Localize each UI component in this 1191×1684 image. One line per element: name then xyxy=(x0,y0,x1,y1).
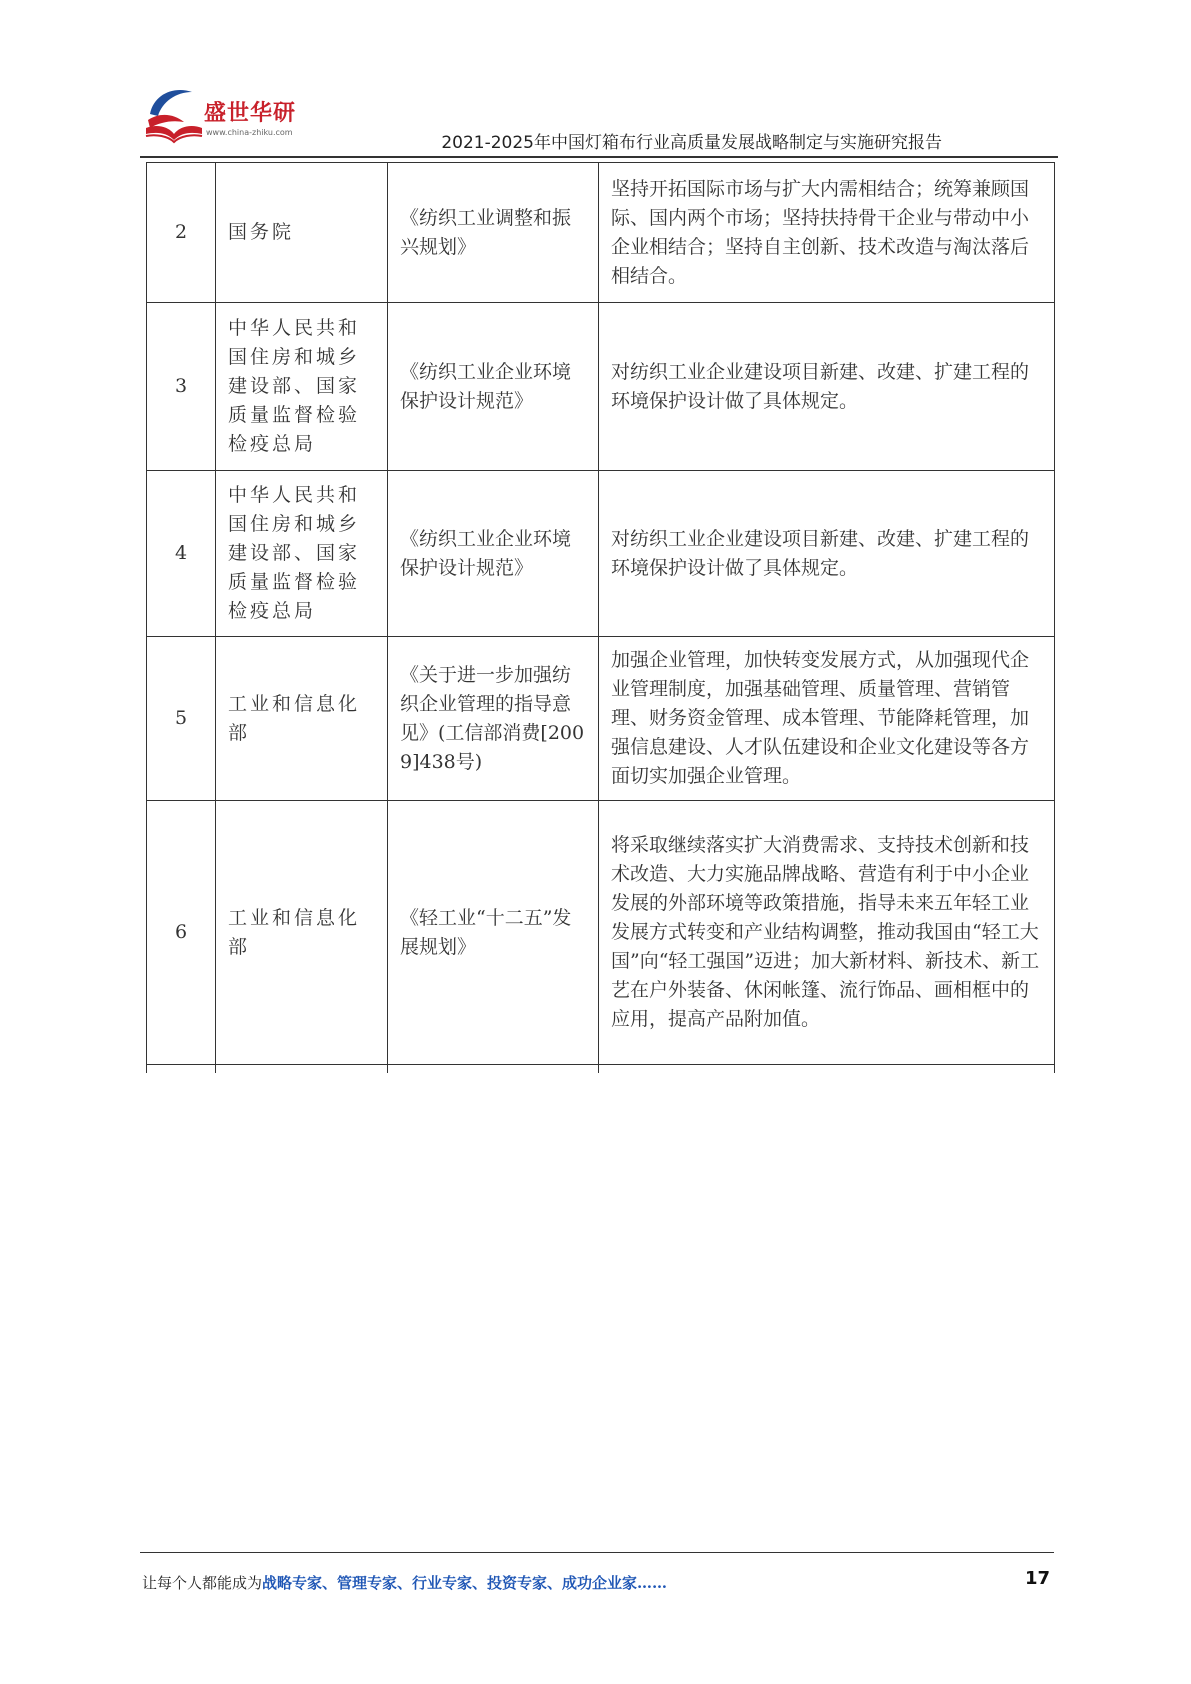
content-cell: 坚持开拓国际市场与扩大内需相结合；统筹兼顾国际、国内两个市场；坚持扶持骨干企业与带动中小企业相结合；坚持自主创新、技术改造与淘汰落后相结合。 xyxy=(599,163,1055,303)
issuer-cell: 中华人民共和国住房和城乡建设部、国家质量监督检验检疫总局 xyxy=(216,303,388,471)
footer-slogan xyxy=(142,1572,667,1593)
content-cell: 加强企业管理，加快转变发展方式，从加强现代企业管理制度，加强基础管理、质量管理、营销管理、财务资金管理、成本管理、节能降耗管理，加强信息建设、人才队伍建设和企业文化建设等各方面切实加强企业管理。 xyxy=(599,637,1055,801)
content-cell: 对纺织工业企业建设项目新建、改建、扩建工程的环境保护设计做了具体规定。 xyxy=(599,471,1055,637)
continuation-cell xyxy=(599,1065,1055,1074)
document-cell: 《纺织工业企业环境保护设计规范》 xyxy=(388,303,599,471)
slogan-highlight: 战略专家、管理专家、行业专家、投资专家、成功企业家…… xyxy=(262,1574,668,1592)
table-row xyxy=(147,303,1055,471)
logo-name: 盛世华研 xyxy=(204,101,297,126)
slogan-prefix: 让每个人都能成为 xyxy=(142,1574,263,1592)
issuer-cell: 中华人民共和国住房和城乡建设部、国家质量监督检验检疫总局 xyxy=(216,471,388,637)
page-number: 17 xyxy=(1024,1568,1050,1589)
table-row xyxy=(147,471,1055,637)
document-title: 2021-2025年中国灯箱布行业高质量发展战略制定与实施研究报告 xyxy=(441,133,942,153)
table-row xyxy=(147,801,1055,1065)
logo-book-icon xyxy=(140,84,206,146)
policy-table xyxy=(146,162,1055,1073)
logo-url: www.china-zhiku.com xyxy=(206,128,293,137)
row-number: 6 xyxy=(147,801,216,1065)
continuation-cell xyxy=(388,1065,599,1074)
table-row xyxy=(147,637,1055,801)
document-cell: 《纺织工业企业环境保护设计规范》 xyxy=(388,471,599,637)
row-number: 5 xyxy=(147,637,216,801)
continuation-cell xyxy=(147,1065,216,1074)
row-number: 3 xyxy=(147,303,216,471)
table-continuation xyxy=(147,1065,1055,1074)
content-cell: 对纺织工业企业建设项目新建、改建、扩建工程的环境保护设计做了具体规定。 xyxy=(599,303,1055,471)
document-cell: 《轻工业“十二五”发展规划》 xyxy=(388,801,599,1065)
company-logo xyxy=(140,84,310,146)
footer-divider xyxy=(140,1552,1054,1553)
issuer-cell: 工业和信息化部 xyxy=(216,801,388,1065)
document-cell: 《纺织工业调整和振兴规划》 xyxy=(388,163,599,303)
continuation-cell xyxy=(216,1065,388,1074)
content-cell: 将采取继续落实扩大消费需求、支持技术创新和技术改造、大力实施品牌战略、营造有利于中小企业发展的外部环境等政策措施，指导未来五年轻工业发展方式转变和产业结构调整，推动我国由“轻工大国”向“轻工强国”迈进；加大新材料、新技术、新工艺在户外装备、休闲帐篷、流行饰品、画相框中的应用，提高产品附加值。 xyxy=(599,801,1055,1065)
document-cell: 《关于进一步加强纺织企业管理的指导意见》(工信部消费[2009]438号) xyxy=(388,637,599,801)
row-number: 2 xyxy=(147,163,216,303)
header-divider xyxy=(140,156,1058,158)
table-row xyxy=(147,163,1055,303)
issuer-cell: 国务院 xyxy=(216,163,388,303)
row-number: 4 xyxy=(147,471,216,637)
issuer-cell: 工业和信息化部 xyxy=(216,637,388,801)
